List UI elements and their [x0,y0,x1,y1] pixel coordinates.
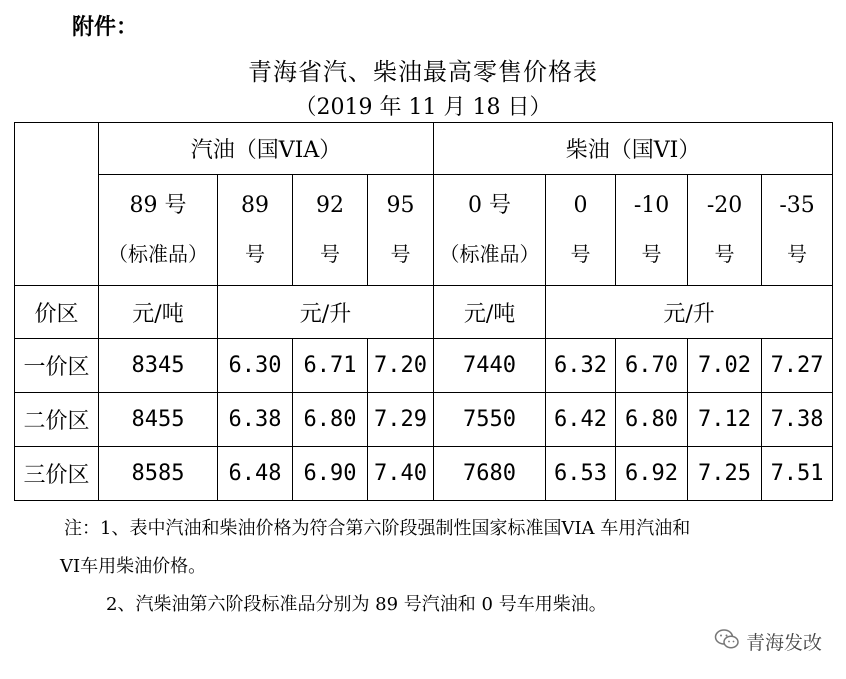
grade-cell [688,175,762,286]
grade-suffix: 号 [570,242,591,266]
grade-number: 95 [386,193,415,218]
note-1-continued: VI车用柴油价格。 [60,556,207,577]
price-cell: 8345 [99,339,218,393]
table-row [15,447,833,501]
price-cell: 6.71 [293,339,368,393]
grade-suffix: （标准品） [439,242,540,266]
price-cell: 7.02 [688,339,762,393]
price-cell: 6.53 [546,447,616,501]
price-cell: 6.70 [616,339,688,393]
price-cell: 7.51 [762,447,833,501]
grade-cell [218,175,293,286]
price-cell: 7680 [434,447,546,501]
fuel-header-row [15,123,833,175]
zone-label: 三价区 [15,447,99,501]
grade-cell [293,175,368,286]
unit-ton-diesel: 元/吨 [434,286,546,339]
unit-liter-diesel: 元/升 [546,286,833,339]
price-cell: 7.12 [688,393,762,447]
price-table [14,122,833,501]
unit-ton-gasoline: 元/吨 [99,286,218,339]
zone-label: 一价区 [15,339,99,393]
watermark [714,628,822,655]
diesel-header: 柴油（国VI） [434,123,833,175]
date-line: （2019 年 11 月 18 日） [294,95,552,120]
table-row [15,393,833,447]
price-cell: 6.32 [546,339,616,393]
page-title: 青海省汽、柴油最高零售价格表 [248,58,598,86]
grade-cell [368,175,434,286]
notes [60,514,824,620]
price-cell: 7.25 [688,447,762,501]
grade-number: -35 [779,193,815,218]
grade-number: 89 号 [129,193,187,218]
wechat-icon [714,628,740,655]
price-cell: 8455 [99,393,218,447]
price-cell: 6.92 [616,447,688,501]
unit-liter-gasoline: 元/升 [218,286,434,339]
grade-number: 92 [316,193,344,218]
price-cell: 8585 [99,447,218,501]
price-cell: 6.42 [546,393,616,447]
grade-suffix: 号 [787,242,808,266]
table-row [15,339,833,393]
price-cell: 7.38 [762,393,833,447]
grade-cell [616,175,688,286]
price-cell: 6.38 [218,393,293,447]
gasoline-header: 汽油（国VIA） [99,123,434,175]
watermark-text: 青海发改 [745,632,822,654]
corner-cell [15,123,99,286]
grade-number: -20 [706,193,743,218]
attachment-label: 附件： [72,14,139,40]
grade-number: 0 [573,193,588,218]
grade-cell [434,175,546,286]
grade-number: 89 [241,193,269,218]
price-cell: 6.80 [293,393,368,447]
unit-row [15,286,833,339]
price-cell: 6.90 [293,447,368,501]
grade-suffix: （标准品） [108,242,208,266]
grade-suffix: 号 [320,242,340,266]
grade-suffix: 号 [245,242,265,266]
price-cell: 7.27 [762,339,833,393]
grade-number: -10 [633,193,670,218]
grade-cell [762,175,833,286]
price-cell: 7440 [434,339,546,393]
grade-suffix: 号 [641,242,662,266]
grade-number: 0 号 [468,193,512,218]
note-2: 2、汽柴油第六阶段标准品分别为 89 号汽油和 0 号车用柴油。 [106,594,607,615]
price-cell: 7.29 [368,393,434,447]
grade-row [15,175,833,286]
price-cell: 7.20 [368,339,434,393]
grade-suffix: 号 [714,242,735,266]
grade-cell [99,175,218,286]
grade-cell [546,175,616,286]
price-cell: 7550 [434,393,546,447]
grade-suffix: 号 [390,242,411,266]
zone-header: 价区 [15,286,99,339]
zone-label: 二价区 [15,393,99,447]
price-cell: 7.40 [368,447,434,501]
price-cell: 6.30 [218,339,293,393]
note-1: 注：1、表中汽油和柴油价格为符合第六阶段强制性国家标准国VIA 车用汽油和 [64,518,691,539]
price-cell: 6.48 [218,447,293,501]
price-cell: 6.80 [616,393,688,447]
